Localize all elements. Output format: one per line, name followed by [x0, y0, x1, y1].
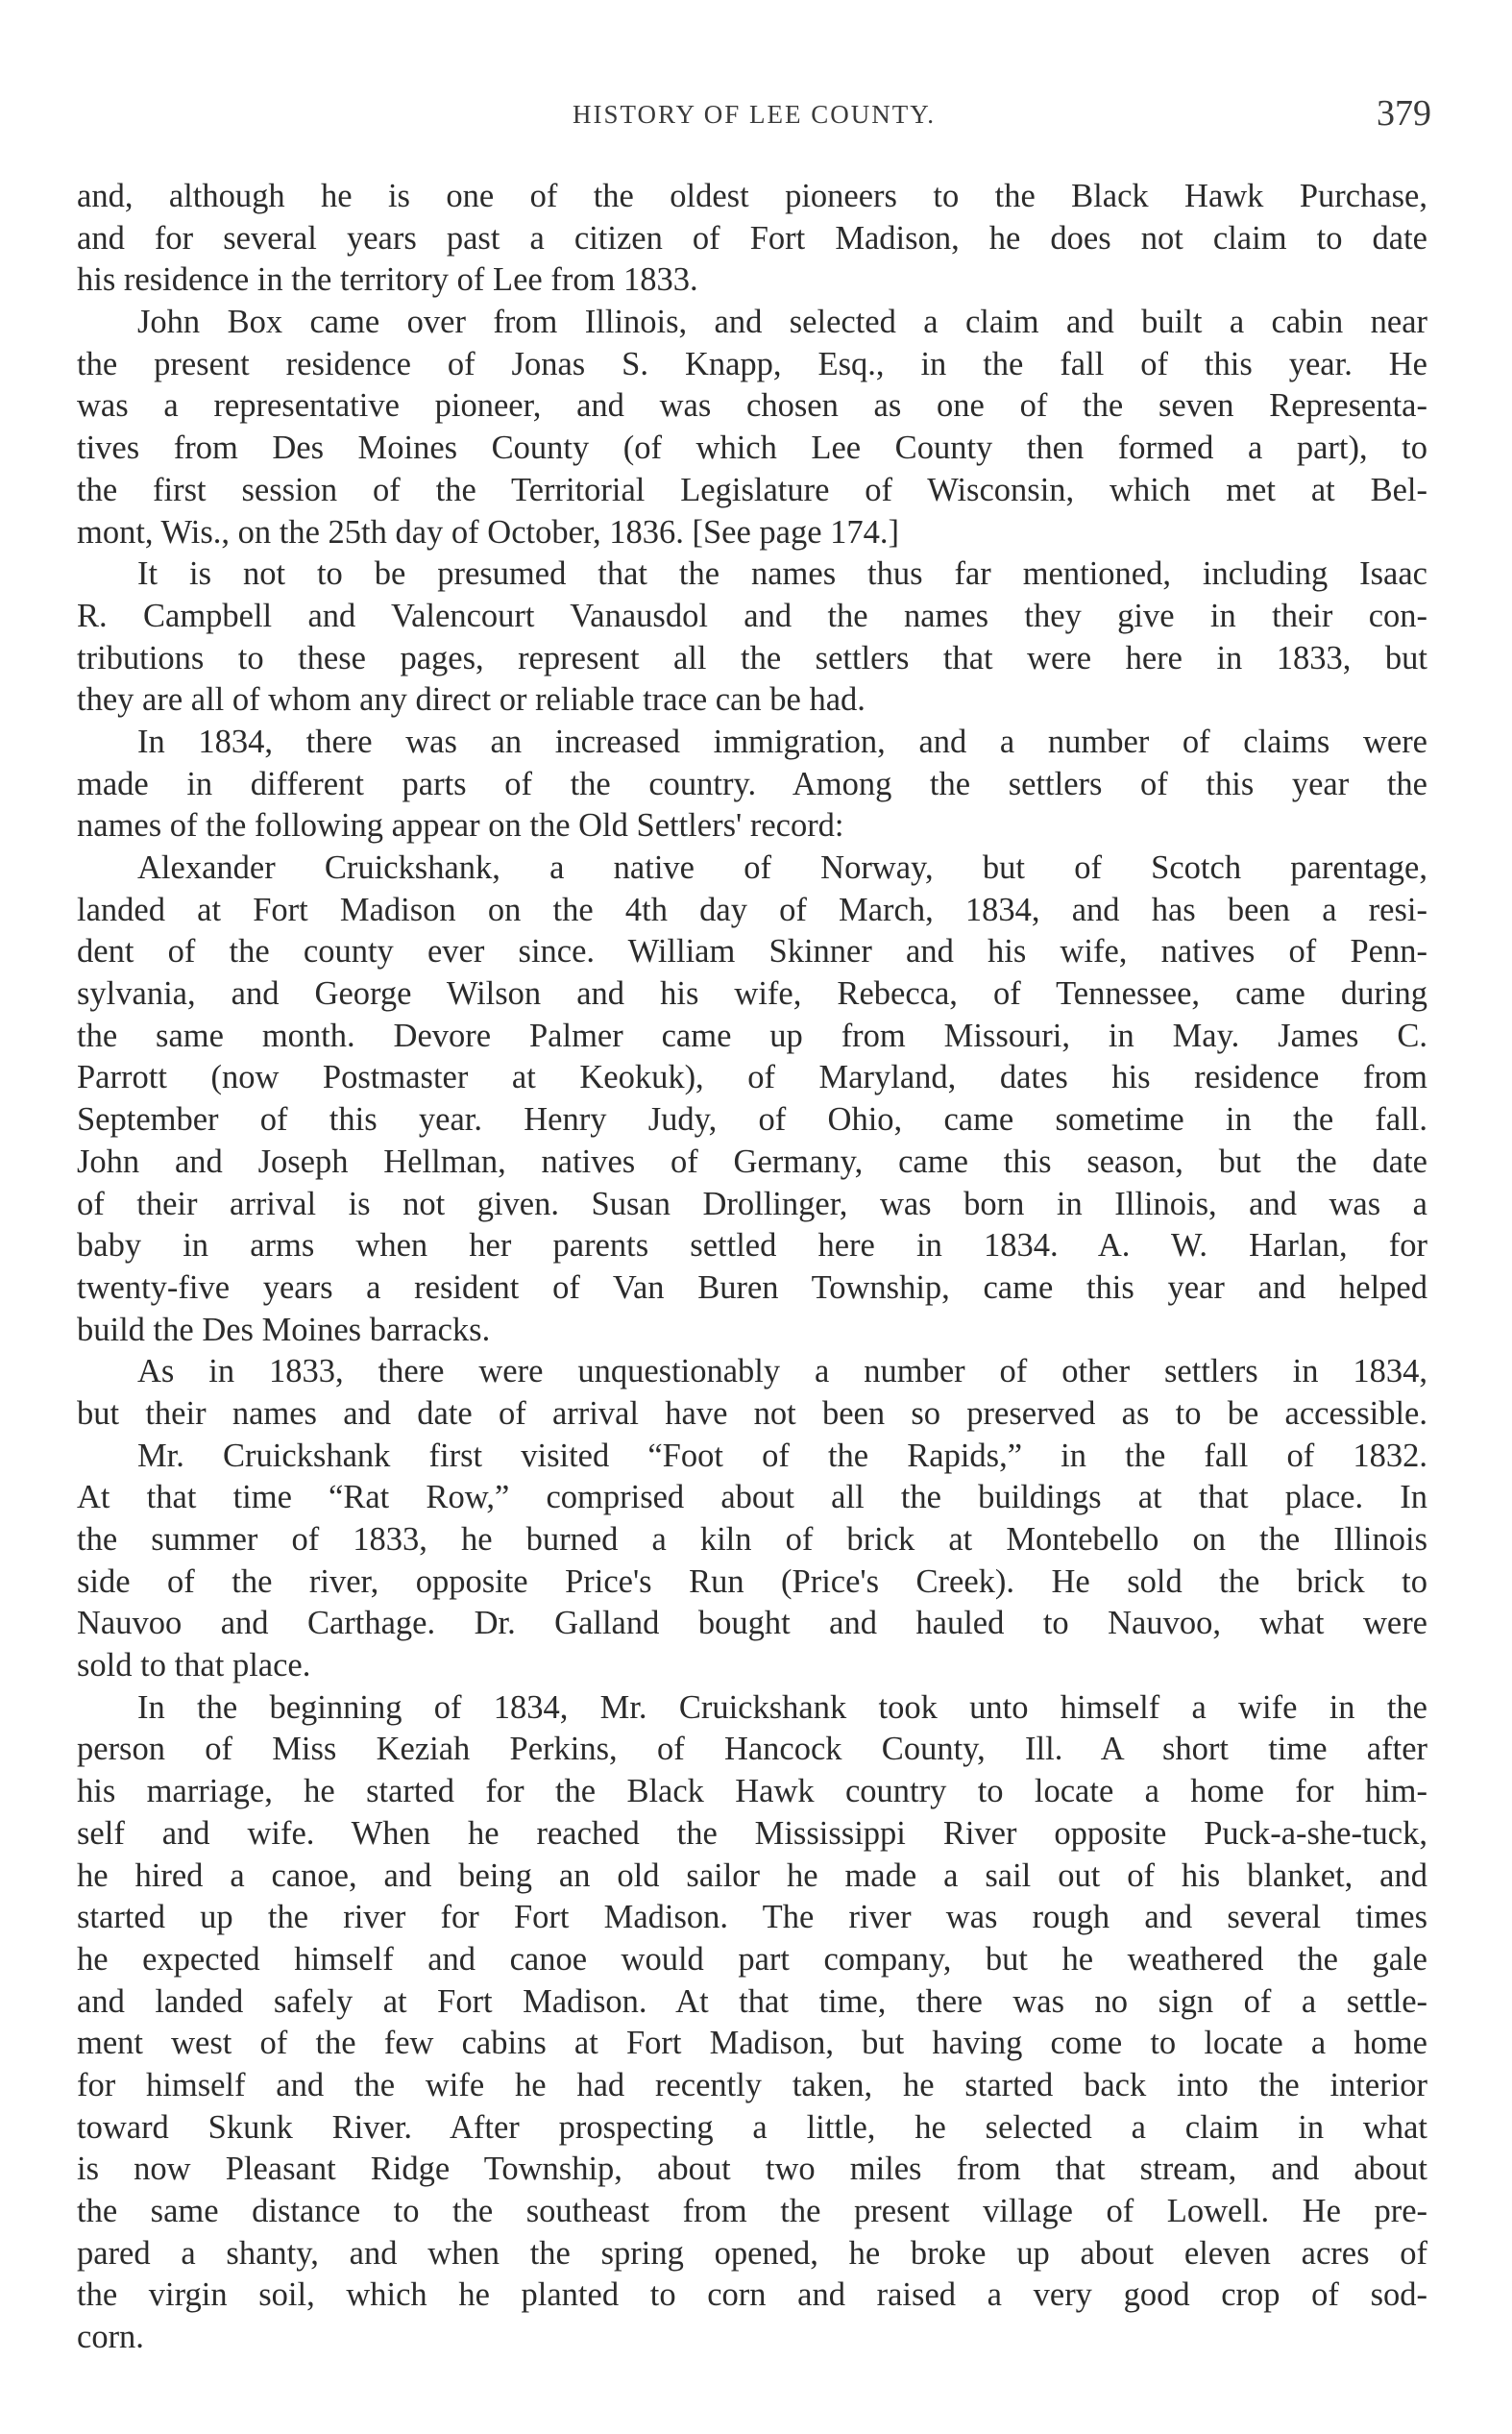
text-line: baby in arms when her parents settled here in 1834. A. W. Harlan, for: [77, 1227, 1427, 1265]
body-text: [77, 176, 1427, 2359]
text-line: It is not to be presumed that the names thus far mentioned, including Isaac: [137, 555, 1427, 593]
text-line: the summer of 1833, he burned a kiln of brick at Montebello on the Illinois: [77, 1521, 1427, 1558]
page-number: 379: [1377, 93, 1431, 134]
running-head: [77, 92, 1431, 140]
text-line: twenty-five years a resident of Van Buren Township, came this year and helped: [77, 1268, 1427, 1306]
text-line: was a representative pioneer, and was chosen as one of the seven Representa-: [77, 387, 1427, 425]
text-line: side of the river, opposite Price's Run (Price's Creek). He sold the brick to: [77, 1562, 1427, 1600]
text-line: and, although he is one of the oldest pioneers to the Black Hawk Purchase,: [77, 178, 1427, 214]
text-line: the virgin soil, which he planted to corn and raised a very good crop of sod-: [77, 2276, 1427, 2314]
text-line: Mr. Cruickshank first visited “Foot of the Rapids,” in the fall of 1832.: [137, 1437, 1427, 1474]
text-line: his marriage, he started for the Black Hawk country to locate a home for him-: [77, 1773, 1427, 1810]
text-line: dent of the county ever since. William Skinner and his wife, natives of Penn-: [77, 933, 1427, 971]
text-line: is now Pleasant Ridge Township, about two miles from that stream, and about: [77, 2151, 1427, 2188]
text-line: build the Des Moines barracks.: [77, 1311, 491, 1348]
text-line: mont, Wis., on the 25th day of October, 1836. [See page 174.]: [77, 513, 900, 551]
text-line: for himself and the wife he had recently taken, he started back into the interior: [77, 2066, 1427, 2103]
text-line: ment west of the few cabins at Fort Madison, but having come to locate a home: [77, 2025, 1427, 2062]
text-line: the present residence of Jonas S. Knapp, Esq., in the fall of this year. He: [77, 345, 1427, 382]
text-line: Nauvoo and Carthage. Dr. Galland bought and hauled to Nauvoo, what were: [77, 1605, 1427, 1642]
running-title: HISTORY OF LEE COUNTY.: [572, 100, 937, 129]
text-line: started up the river for Fort Madison. The river was rough and several times: [77, 1899, 1427, 1936]
text-line: and landed safely at Fort Madison. At that time, there was no sign of a settle-: [77, 1982, 1427, 2020]
text-line: and for several years past a citizen of Fort Madison, he does not claim to date: [77, 219, 1427, 257]
text-line: self and wife. When he reached the Mississippi River opposite Puck-a-she-tuck,: [77, 1814, 1427, 1852]
text-line: the same month. Devore Palmer came up from Missouri, in May. James C.: [77, 1017, 1427, 1054]
text-line: he hired a canoe, and being an old sailor he made a sail out of his blanket, and: [77, 1856, 1427, 1894]
text-line: In 1834, there was an increased immigration, and a number of claims were: [137, 723, 1427, 760]
text-line: of their arrival is not given. Susan Drollinger, was born in Illinois, and was a: [77, 1185, 1427, 1222]
text-line: sold to that place.: [77, 1647, 311, 1684]
text-line: R. Campbell and Valencourt Vanausdol and the names they give in their con-: [77, 597, 1427, 634]
text-line: tives from Des Moines County (of which Lee County then formed a part), to: [77, 430, 1427, 467]
text-line: person of Miss Keziah Perkins, of Hancock County, Ill. A short time after: [77, 1731, 1427, 1768]
text-line: he expected himself and canoe would part company, but he weathered the gale: [77, 1940, 1427, 1978]
text-line: the same distance to the southeast from the present village of Lowell. He pre-: [77, 2193, 1427, 2229]
text-line: pared a shanty, and when the spring opened, he broke up about eleven acres of: [77, 2234, 1427, 2272]
text-line: sylvania, and George Wilson and his wife, Rebecca, of Tennessee, came during: [77, 975, 1427, 1013]
text-line: In the beginning of 1834, Mr. Cruickshank took unto himself a wife in the: [137, 1688, 1427, 1726]
text-line: but their names and date of arrival have not been so preserved as to be accessible.: [77, 1394, 1427, 1432]
text-line: the first session of the Territorial Legislature of Wisconsin, which met at Bel-: [77, 471, 1427, 508]
text-line: they are all of whom any direct or reliable trace can be had.: [77, 681, 866, 719]
text-line: September of this year. Henry Judy, of Ohio, came sometime in the fall.: [77, 1101, 1427, 1139]
text-line: toward Skunk River. After prospecting a little, he selected a claim in what: [77, 2108, 1427, 2146]
text-line: As in 1833, there were unquestionably a number of other settlers in 1834,: [137, 1353, 1427, 1390]
text-line: made in different parts of the country. Among the settlers of this year the: [77, 765, 1427, 802]
text-line: his residence in the territory of Lee from 1833.: [77, 261, 698, 299]
text-line: landed at Fort Madison on the 4th day of March, 1834, and has been a resi-: [77, 891, 1427, 928]
text-line: tributions to these pages, represent all the settlers that were here in 1833, but: [77, 639, 1427, 676]
text-line: Parrott (now Postmaster at Keokuk), of Maryland, dates his residence from: [77, 1059, 1427, 1096]
text-line: corn.: [77, 2319, 144, 2356]
text-line: names of the following appear on the Old Settlers' record:: [77, 807, 844, 845]
text-line: John Box came over from Illinois, and selected a claim and built a cabin near: [137, 304, 1427, 341]
text-line: At that time “Rat Row,” comprised about all the buildings at that place. In: [77, 1479, 1427, 1516]
text-line: Alexander Cruickshank, a native of Norway, but of Scotch parentage,: [137, 849, 1427, 886]
text-line: John and Joseph Hellman, natives of Germany, came this season, but the date: [77, 1143, 1427, 1180]
